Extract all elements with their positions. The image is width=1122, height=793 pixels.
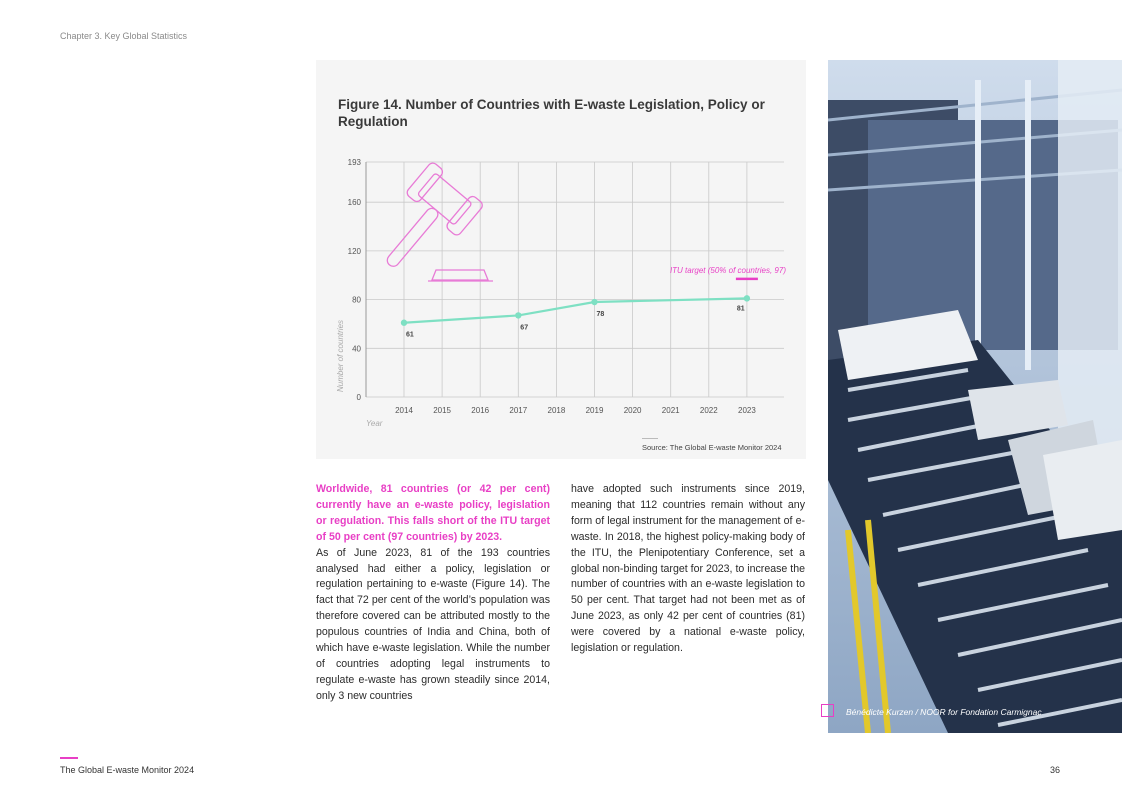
y-tick-label: 160 <box>347 198 361 208</box>
x-axis-label: Year <box>366 419 383 428</box>
y-tick-label: 80 <box>352 295 361 305</box>
line-chart <box>316 60 806 459</box>
x-tick-label: 2020 <box>623 406 642 415</box>
chart-grid <box>348 158 784 415</box>
data-point <box>744 295 750 301</box>
source-divider <box>642 438 658 439</box>
lead-paragraph: Worldwide, 81 countries (or 42 per cent) currently have an e-waste policy, legislation or regulation. This falls short of the ITU target of 50 per cent (97 countries) by 2023. <box>316 483 550 543</box>
footer-accent <box>60 757 78 759</box>
y-tick-label: 0 <box>356 393 361 402</box>
x-tick-label: 2018 <box>547 406 566 415</box>
body-paragraph-right: have adopted such instruments since 2019, meaning that 112 countries remain without any form of legal instrument for the management of e-waste. In 2018, the highest policy-making body of the ITU, the Plenipotentiary Conference, set a global non-binding target for 2023, to increase the number of countries with an e-waste legislation to 50 per cent. That target had not been met as of June 2023, as only 42 per cent of countries (81) were covered by a national e-waste policy, legislation or regulation. <box>571 483 805 655</box>
x-tick-label: 2015 <box>433 406 451 415</box>
x-tick-label: 2017 <box>509 406 528 415</box>
figure-source: Source: The Global E-waste Monitor 2024 <box>642 443 782 452</box>
gavel-icon <box>363 161 493 287</box>
figure-panel <box>316 60 806 459</box>
series-line <box>404 298 747 322</box>
footer-title: The Global E-waste Monitor 2024 <box>60 765 195 775</box>
body-paragraph-left: As of June 2023, 81 of the 193 countries analysed had either a policy, legislation or regulation pertaining to e-waste (Figure 14). The fact that 72 per cent of the world’s population was therefore covered can be attributed mostly to the populous countries of India and China, both of which have e-waste legislation. While the number of countries adopting legal instruments to regulate e-waste has grown steadily since 2014, only 3 new countries <box>316 546 550 702</box>
text-column-left <box>316 482 550 705</box>
photo-credit: Bénédicte Kurzen / NOOR for Fondation Carmignac <box>846 707 1042 717</box>
y-tick-label: 193 <box>347 158 361 167</box>
chapter-header: Chapter 3. Key Global Statistics <box>60 31 188 41</box>
y-tick-label: 120 <box>347 246 361 256</box>
figure-title: Figure 14. Number of Countries with E-waste Legislation, Policy or Regulation <box>338 97 765 129</box>
data-label: 78 <box>596 311 605 319</box>
caption-marker <box>821 704 834 717</box>
y-axis-label: Number of countries <box>336 319 345 393</box>
data-label: 67 <box>520 324 529 332</box>
data-label: 61 <box>406 331 414 339</box>
y-tick-label: 40 <box>352 344 361 354</box>
page-number: 36 <box>1050 765 1061 775</box>
data-label: 81 <box>736 305 745 313</box>
x-tick-label: 2023 <box>738 406 756 415</box>
x-tick-label: 2019 <box>585 406 604 415</box>
chart-data-layer <box>401 279 758 339</box>
x-tick-label: 2022 <box>699 406 718 415</box>
x-tick-label: 2014 <box>395 406 413 415</box>
text-column-right <box>571 482 805 657</box>
x-tick-label: 2016 <box>471 406 490 415</box>
data-point <box>515 312 521 318</box>
data-point <box>401 320 407 326</box>
target-label: ITU target (50% of countries, 97) <box>669 266 786 275</box>
conveyor-photo <box>828 60 1122 733</box>
data-point <box>591 299 597 305</box>
x-tick-label: 2021 <box>661 406 680 415</box>
